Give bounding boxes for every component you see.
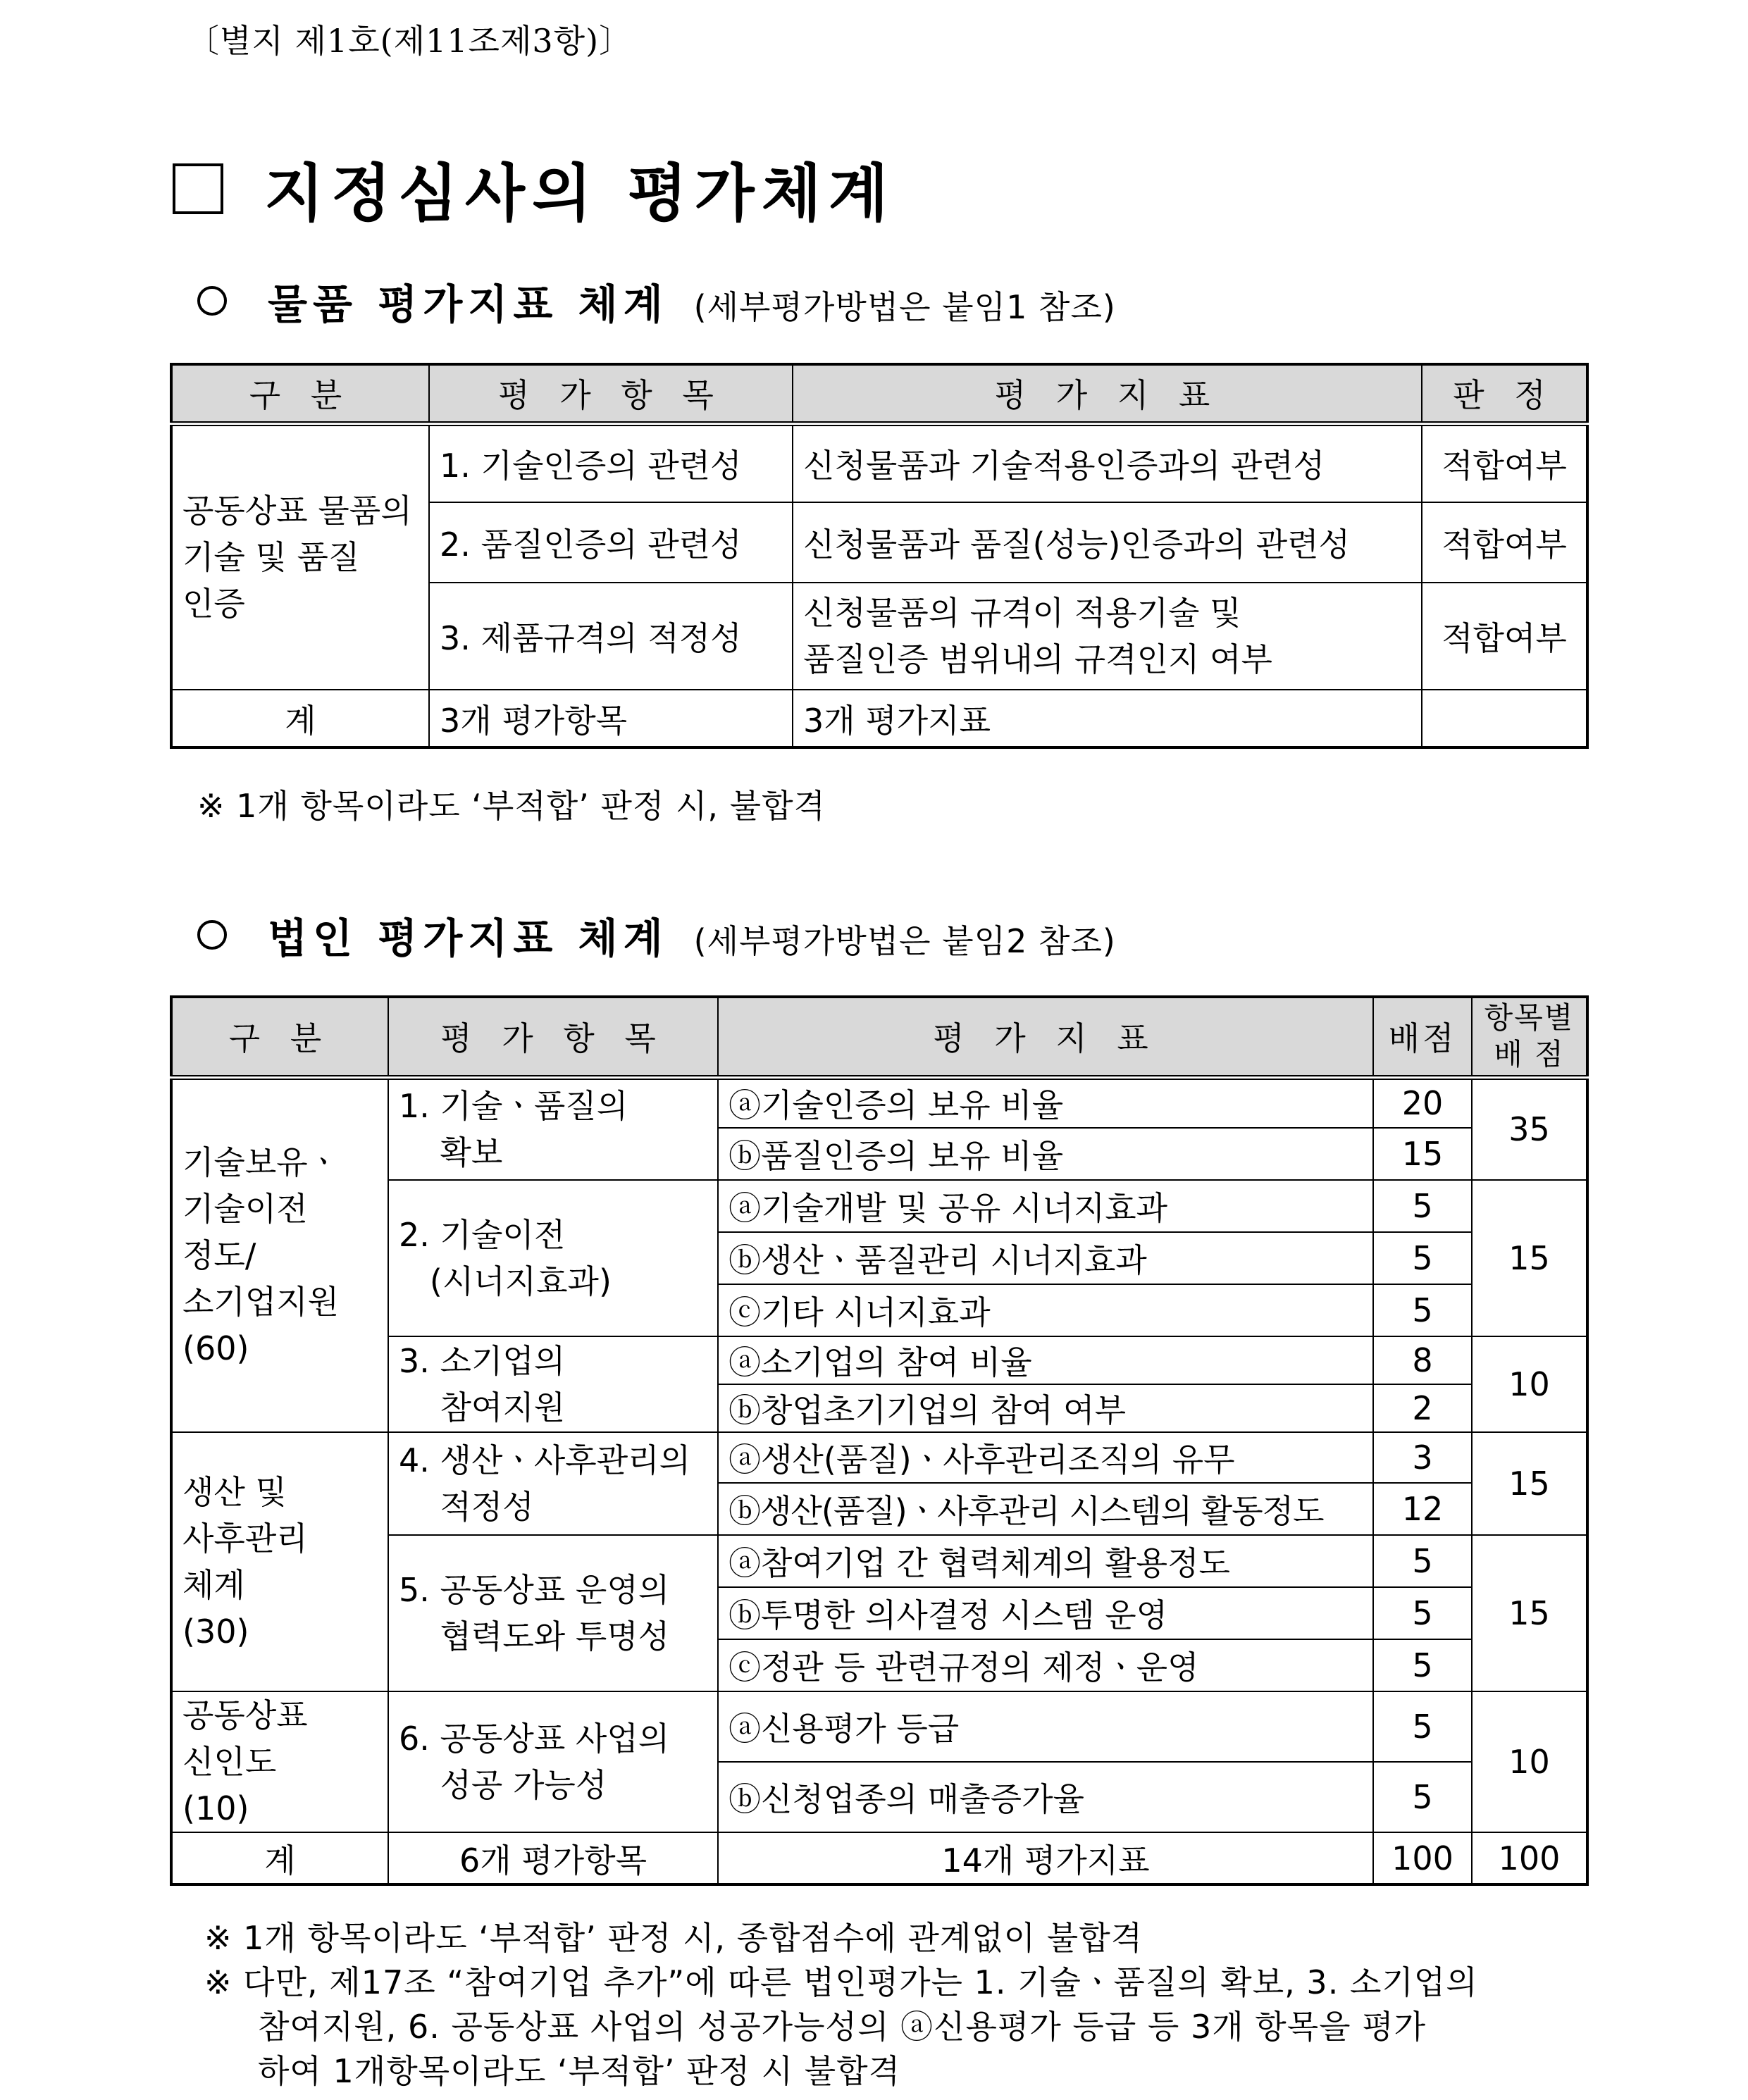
category-cell: 기술보유ㆍ 기술이전 정도/ 소기업지원 (60) [171,1077,388,1432]
total-indicators: 3개 평가지표 [793,690,1422,747]
item-cell: 2. 기술이전 (시너지효과) [388,1180,718,1336]
subtotal-cell: 15 [1472,1180,1587,1336]
header-category: 구 분 [171,997,388,1077]
corporate-evaluation-table [170,995,1589,1886]
indicator-cell: ⓐ기술인증의 보유 비율 [718,1077,1373,1128]
item-cell: 4. 생산ㆍ사후관리의 적정성 [388,1432,718,1535]
table-header-row [171,997,1587,1077]
indicator-cell: 신청물품의 규격이 적용기술 및 품질인증 범위내의 규격인지 여부 [793,583,1422,690]
score-cell: 12 [1373,1483,1472,1535]
table-row [171,1432,1587,1483]
indicator-cell: ⓑ창업초기기업의 참여 여부 [718,1384,1373,1432]
section1-title [197,271,1116,330]
score-cell: 5 [1373,1284,1472,1336]
section2-note-3: 참여지원, 6. 공동상표 사업의 성공가능성의 ⓐ신용평가 등급 등 3개 항목을 평가 [258,2008,1427,2046]
indicator-cell: ⓑ투명한 의사결정 시스템 운영 [718,1587,1373,1639]
item-cell: 2. 품질인증의 관련성 [429,502,793,583]
score-cell: 5 [1373,1587,1472,1639]
header-judgement: 판 정 [1422,364,1587,423]
indicator-cell: ⓐ기술개발 및 공유 시너지효과 [718,1180,1373,1232]
table-row [171,423,1587,502]
subtotal-cell: 10 [1472,1691,1587,1832]
header-item-score: 항목별 배 점 [1472,997,1587,1077]
page-title [173,144,895,233]
total-score: 100 [1373,1832,1472,1884]
header-category: 구 분 [171,364,429,423]
section1-subtitle: (세부평가방법은 붙임1 참조) [693,288,1116,326]
section1-title-text: 물품 평가지표 체계 [268,280,669,328]
product-evaluation-table [170,363,1589,749]
category-cell: 공동상표 물품의 기술 및 품질 인증 [171,423,429,690]
item-cell: 6. 공동상표 사업의 성공 가능성 [388,1691,718,1832]
table-row [171,1077,1587,1128]
score-cell: 5 [1373,1639,1472,1691]
item-cell: 3. 제품규격의 적정성 [429,583,793,690]
circle-bullet-icon [197,920,227,950]
total-label: 계 [171,690,429,747]
indicator-cell: ⓐ참여기업 간 협력체계의 활용정도 [718,1535,1373,1587]
item-cell: 5. 공동상표 운영의 협력도와 투명성 [388,1535,718,1691]
subtotal-cell: 10 [1472,1336,1587,1432]
section1-note: ※ 1개 항목이라도 ‘부적합’ 판정 시, 불합격 [197,787,826,825]
indicator-cell: ⓐ소기업의 참여 비율 [718,1336,1373,1384]
score-cell: 5 [1373,1180,1472,1232]
subtotal-cell: 15 [1472,1535,1587,1691]
indicator-cell: 신청물품과 품질(성능)인증과의 관련성 [793,502,1422,583]
category-cell: 공동상표 신인도 (10) [171,1691,388,1832]
indicator-cell: ⓑ생산(품질)ㆍ사후관리 시스템의 활동정도 [718,1483,1373,1535]
section2-note-2: ※ 다만, 제17조 “참여기업 추가”에 따른 법인평가는 1. 기술ㆍ품질의 확보, 3. 소기업의 [204,1963,1478,2001]
score-cell: 8 [1373,1336,1472,1384]
subtotal-cell: 35 [1472,1077,1587,1180]
score-cell: 20 [1373,1077,1472,1128]
judgement-cell: 적합여부 [1422,583,1587,690]
header-item: 평 가 항 목 [429,364,793,423]
indicator-cell: ⓑ품질인증의 보유 비율 [718,1128,1373,1180]
circle-bullet-icon [197,286,227,316]
section2-subtitle: (세부평가방법은 붙임2 참조) [693,922,1116,960]
indicator-cell: ⓐ생산(품질)ㆍ사후관리조직의 유무 [718,1432,1373,1483]
score-cell: 5 [1373,1232,1472,1284]
score-cell: 15 [1373,1128,1472,1180]
checkbox-icon [173,163,223,214]
indicator-cell: 신청물품과 기술적용인증과의 관련성 [793,423,1422,502]
header-indicator: 평 가 지 표 [718,997,1373,1077]
total-items: 6개 평가항목 [388,1832,718,1884]
form-reference-note: 〔별지 제1호(제11조제3항)〕 [187,22,633,60]
score-cell: 2 [1373,1384,1472,1432]
subtotal-cell: 15 [1472,1432,1587,1535]
indicator-cell: ⓑ생산ㆍ품질관리 시너지효과 [718,1232,1373,1284]
table-row [171,1691,1587,1762]
indicator-cell: ⓒ기타 시너지효과 [718,1284,1373,1336]
category-cell: 생산 및 사후관리 체계 (30) [171,1432,388,1691]
item-cell: 3. 소기업의 참여지원 [388,1336,718,1432]
judgement-cell: 적합여부 [1422,423,1587,502]
indicator-cell: ⓒ정관 등 관련규정의 제정ㆍ운영 [718,1639,1373,1691]
judgement-cell: 적합여부 [1422,502,1587,583]
total-indicators: 14개 평가지표 [718,1832,1373,1884]
section2-title [197,905,1116,964]
header-score: 배점 [1373,997,1472,1077]
total-items: 3개 평가항목 [429,690,793,747]
indicator-cell: ⓐ신용평가 등급 [718,1691,1373,1762]
section2-note-1: ※ 1개 항목이라도 ‘부적합’ 판정 시, 종합점수에 관계없이 불합격 [204,1919,1143,1957]
total-label: 계 [171,1832,388,1884]
total-subtotal: 100 [1472,1832,1587,1884]
total-row [171,1832,1587,1884]
header-indicator: 평 가 지 표 [793,364,1422,423]
indicator-cell: ⓑ신청업종의 매출증가율 [718,1762,1373,1832]
section2-title-text: 법인 평가지표 체계 [268,914,669,962]
total-judgement [1422,690,1587,747]
item-cell: 1. 기술ㆍ품질의 확보 [388,1077,718,1180]
score-cell: 5 [1373,1691,1472,1762]
score-cell: 3 [1373,1432,1472,1483]
header-item: 평 가 항 목 [388,997,718,1077]
section2-note-4: 하여 1개항목이라도 ‘부적합’ 판정 시 불합격 [258,2052,901,2090]
page-title-text: 지정심사의 평가체계 [264,157,895,230]
item-cell: 1. 기술인증의 관련성 [429,423,793,502]
table-header-row [171,364,1587,423]
score-cell: 5 [1373,1535,1472,1587]
score-cell: 5 [1373,1762,1472,1832]
total-row [171,690,1587,747]
